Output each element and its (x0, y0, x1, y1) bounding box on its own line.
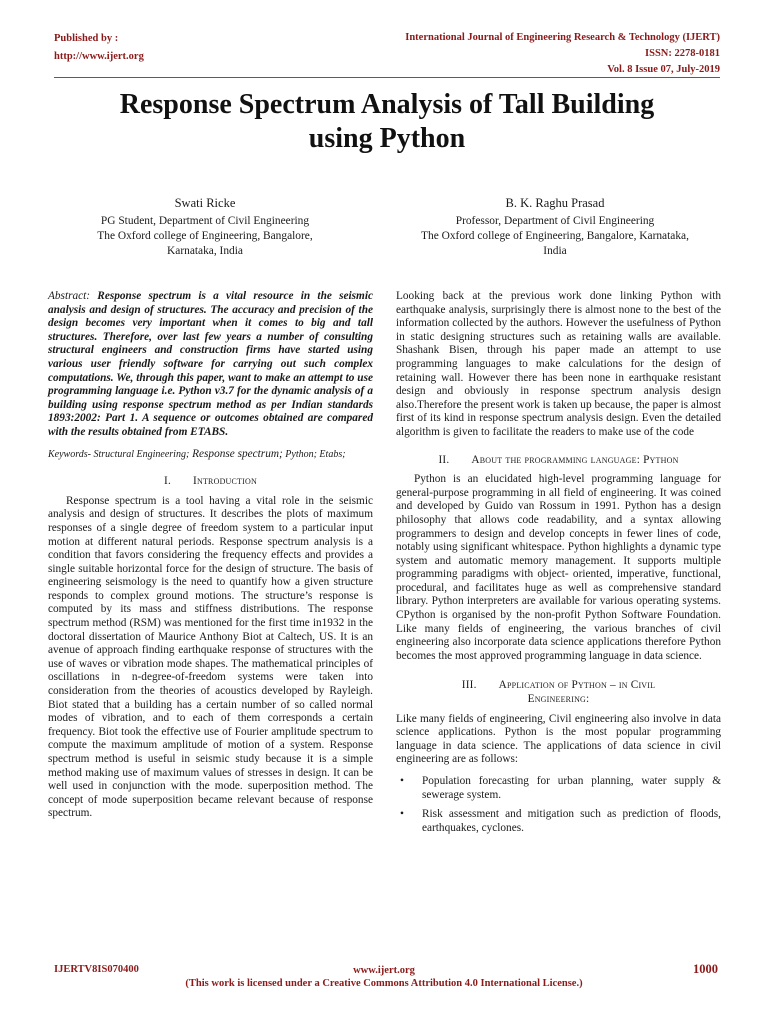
license-note: (This work is licensed under a Creative Commons Attribution 4.0 International License.) (185, 978, 583, 989)
paper-id: IJERTV8IS070400 (54, 964, 139, 975)
section-heading-introduction (48, 475, 373, 489)
author-1-affiliation-3: Karnataka, India (167, 245, 243, 257)
author-1-name: Swati Ricke (174, 196, 236, 210)
list-item (396, 775, 721, 802)
list-item (396, 808, 721, 835)
keywords-rest: Python; Etabs; (282, 448, 346, 460)
paper-title (54, 88, 720, 156)
paper-title-line-2: using Python (308, 123, 466, 154)
author-2-block (395, 196, 715, 259)
footer-site-link[interactable]: www.ijert.org (353, 965, 415, 976)
introduction-paragraph: Response spectrum is a tool having a vital role in the seismic analysis and design of structures. It describes the plots of maximum responses of a single degree of freedom system to a particular input motion at different natural periods. Response spectrum analysis is a condition that favors considering the frequency effects and provides a single suitable horizontal force for the design of structure. The basis of engineering seismology is the need to quantify how a given structure responds to complex ground motions. The structure’s response is computed by its mass and stiffness distributions. The response spectrum method (RSM) was mentioned for the first time in1932 in the doctoral dissertation of Maurice Anthony Biot at Caltech, US. It is an avenue of approach finding earthquake response of structures with the use of waves or vibration mode shapes. The mathematical principles of oscillations in n-degree-of-freedom systems were taken into consideration from the theories of acoustics developed by Rayleigh. Biot stated that a building has a certain number of so called normal modes of vibration, and to each of them corresponds a certain frequency. Biot took the effective use of Fourier amplitude spectrum to compute the maximum amplitude of motion of a system. Response spectrum method is useful in seismic study because it is a simple method making use of maximum values of stresses in design. It can be well used in conjunction with the mode. superposition method. The concept of mode superposition became relevant because of response spectrum. (48, 494, 373, 820)
footer-center (0, 964, 768, 990)
journal-url-link[interactable]: http://www.ijert.org (54, 51, 144, 62)
keywords-response-spectrum: Response spectrum; (189, 447, 283, 460)
section-number: I. (164, 475, 172, 488)
section-title-line-1: Application of Python – in Civil (498, 679, 656, 692)
section-heading-python (396, 454, 721, 468)
abstract-text: Response spectrum is a vital resource in the seismic analysis and design of structures. The accuracy and precision of the design becomes very important when it comes to big and tall structures. Therefore, over last few years a number of consulting structural engineers and construction firms have started using various user friendly software for carrying out such complex computations. We, through this paper, want to make an attempt to use programming language i.e. Python v3.7 for the dynamic analysis of a building using response spectrum method as per Indian standards 1893:2002: Part 1. A sequence or outcomes obtained are compared with the results obtained from ETABS. (48, 290, 373, 438)
keywords-label: Keywords- Structural Engineering; (48, 448, 190, 460)
section-title-line-2: Engineering: (527, 693, 590, 706)
paper-title-line-1: Response Spectrum Analysis of Tall Building (119, 89, 655, 120)
author-1-affiliation-1: PG Student, Department of Civil Engineering (100, 215, 310, 227)
published-by-label: Published by : (54, 33, 119, 44)
author-2-name: B. K. Raghu Prasad (505, 196, 605, 210)
python-paragraph: Python is an elucidated high-level programming language for general-purpose programming in all field of engineering. It was coined and developed by Guido van Rossum in 1991. Python has a design philosophy that allows code readability, and a syntax allowing programmers to design and develop concepts in fewer lines of code, notably using significant whitespace. Python highlights a dynamic type system and automatic memory management. It supports multiple programming paradigms with object- oriented, imperative, functional, procedural, and facilitates huge as well as comprehensive standard library. Python interpreters are available for various operating systems. CPython is organised by the non-profit Python Software Foundation. Like many fields of engineering, the various branches of civil engineering also incorporate data science applications therefore Python becomes the most approved programming language in data science. (396, 473, 721, 662)
left-column (48, 290, 373, 821)
bullet-icon: • (400, 775, 404, 787)
page-number: 1000 (693, 962, 718, 976)
section-heading-application (396, 679, 721, 706)
header-divider (54, 77, 720, 78)
bullet-icon: • (400, 808, 404, 821)
journal-info-block (405, 30, 720, 78)
volume-issue: Vol. 8 Issue 07, July-2019 (607, 64, 720, 75)
previous-work-paragraph: Looking back at the previous work done linking Python with earthquake analysis, surprisingly there is almost none to the best of the information collected by the authors. However the usefulness of Python in static designing structures such as retaining walls are available. Shashank Bisen, through his paper made an attempt to use programming languages to make calculations for the design of retaining wall. However there has been none in earthquake resistant design and obviously in response spectrum analysis design also.Therefore the present work is taken up because, the paper is almost first of its kind in response spectrum analysis design. Even the detailed algorithm is given to facilitate the readers to make use of the code (396, 290, 721, 438)
author-1-block (45, 196, 365, 259)
section-number: II. (438, 453, 450, 466)
section-title: Introduction (193, 475, 257, 488)
applications-list (396, 775, 721, 835)
keywords (48, 448, 373, 462)
journal-name: International Journal of Engineering Research & Technology (IJERT) (405, 32, 720, 43)
list-item-text: Risk assessment and mitigation such as prediction of floods, earthquakes, cyclones. (422, 808, 721, 834)
author-2-affiliation-2: The Oxford college of Engineering, Bangalore, Karnataka, (421, 230, 689, 242)
right-column (396, 290, 721, 841)
author-2-affiliation-1: Professor, Department of Civil Engineering (455, 215, 655, 227)
publisher-block (54, 30, 144, 66)
issn: ISSN: 2278-0181 (645, 48, 720, 59)
author-2-affiliation-3: India (543, 245, 567, 257)
abstract (48, 290, 373, 440)
author-1-affiliation-2: The Oxford college of Engineering, Bangalore, (97, 230, 313, 242)
list-item-text: Population forecasting for urban planning, water supply & sewerage system. (422, 775, 721, 801)
section-number: III. (461, 679, 477, 692)
application-paragraph: Like many fields of engineering, Civil engineering also involve in data science applications. Python is the most popular programming language in data science. The applications of data science in civil engineering are as follows: (396, 712, 721, 766)
section-title: About the programming language: Python (471, 453, 679, 466)
abstract-label: Abstract: (48, 290, 91, 302)
